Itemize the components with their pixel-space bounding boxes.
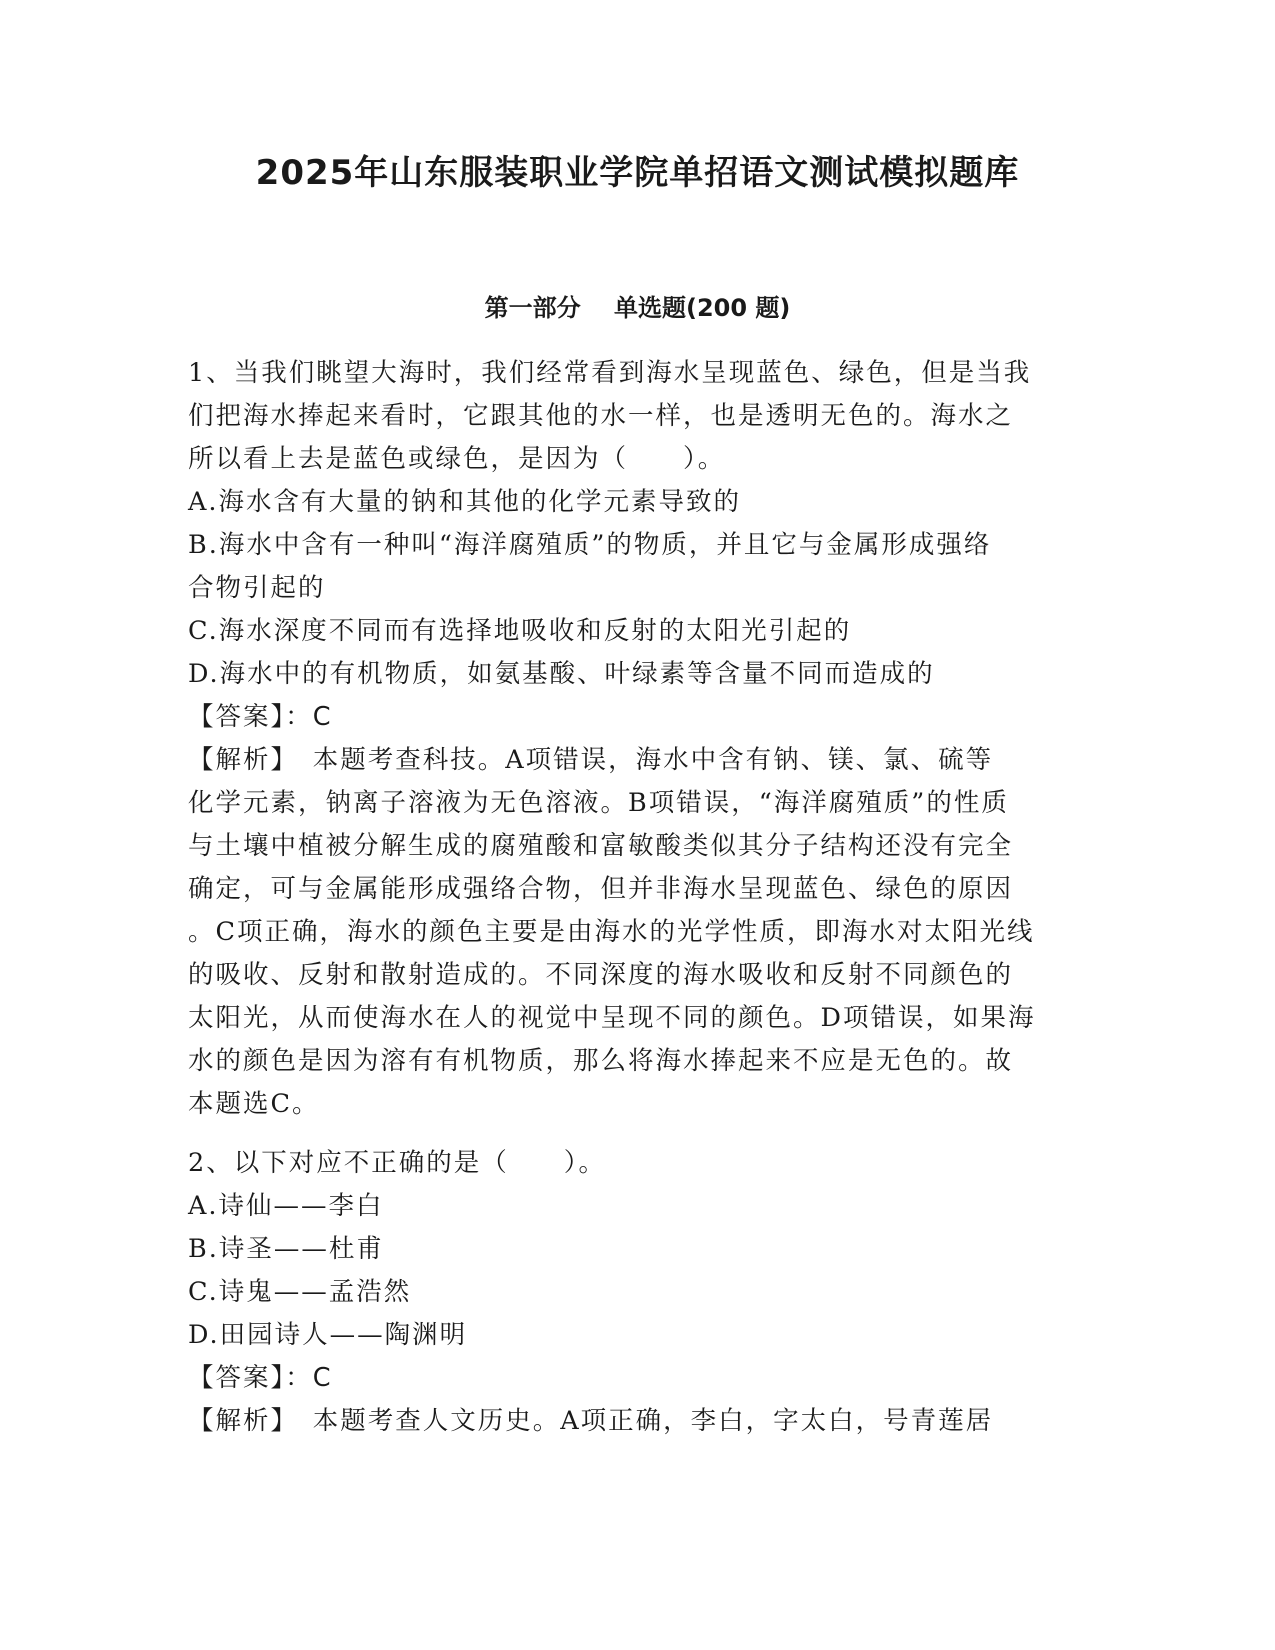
question-1-option-d: D.海水中的有机物质，如氨基酸、叶绿素等含量不同而造成的 [188, 659, 935, 689]
question-1-explanation-line: 。C项正确，海水的颜色主要是由海水的光学性质，即海水对太阳光线 [188, 917, 1035, 947]
question-1-answer: 【答案】：C [188, 702, 333, 732]
question-2-answer: 【答案】：C [188, 1363, 333, 1393]
question-1-option-c: C.海水深度不同而有选择地吸收和反射的太阳光引起的 [188, 616, 852, 646]
question-2-option-b: B.诗圣——杜甫 [188, 1234, 384, 1264]
question-2-option-c: C.诗鬼——孟浩然 [188, 1277, 412, 1307]
question-2-explanation-line: 【解析】 本题考查人文历史。A项正确，李白，字太白，号青莲居 [188, 1406, 994, 1436]
document-title: 2025年山东服装职业学院单招语文测试模拟题库 [255, 153, 1020, 193]
question-1-explanation-line: 太阳光，从而使海水在人的视觉中呈现不同的颜色。D项错误，如果海 [188, 1003, 1036, 1033]
question-2-option-d: D.田园诗人——陶渊明 [188, 1320, 468, 1350]
question-2 [188, 1142, 1088, 1443]
question-1-explanation-line: 【解析】 本题考查科技。A项错误，海水中含有钠、镁、氯、硫等 [188, 745, 994, 775]
section-heading: 第一部分 单选题(200 题) [484, 294, 791, 322]
question-1-explanation-line: 确定，可与金属能形成强络合物，但并非海水呈现蓝色、绿色的原因 [188, 874, 1014, 904]
question-1-option-b-cont: 合物引起的 [188, 573, 326, 603]
question-1 [188, 352, 1088, 1126]
question-1-explanation-line: 与土壤中植被分解生成的腐殖酸和富敏酸类似其分子结构还没有完全 [188, 831, 1014, 861]
question-1-explanation-line: 水的颜色是因为溶有有机物质，那么将海水捧起来不应是无色的。故 [188, 1046, 1014, 1076]
question-1-explanation-line: 本题选C。 [188, 1089, 320, 1119]
question-1-explanation-line: 化学元素，钠离子溶液为无色溶液。B项错误，“海洋腐殖质”的性质 [188, 788, 1009, 818]
question-1-stem-line: 们把海水捧起来看时，它跟其他的水一样，也是透明无色的。海水之 [188, 401, 1014, 431]
question-1-option-a: A.海水含有大量的钠和其他的化学元素导致的 [188, 487, 742, 517]
question-1-explanation-line: 的吸收、反射和散射造成的。不同深度的海水吸收和反射不同颜色的 [188, 960, 1014, 990]
question-1-stem-line: 1、当我们眺望大海时，我们经常看到海水呈现蓝色、绿色，但是当我 [188, 358, 1032, 388]
question-2-option-a: A.诗仙——李白 [188, 1191, 384, 1221]
question-1-stem-line: 所以看上去是蓝色或绿色，是因为（ ）。 [188, 444, 726, 474]
question-2-stem-line: 2、以下对应不正确的是（ ）。 [188, 1148, 606, 1178]
question-1-option-b: B.海水中含有一种叫“海洋腐殖质”的物质，并且它与金属形成强络 [188, 530, 992, 560]
